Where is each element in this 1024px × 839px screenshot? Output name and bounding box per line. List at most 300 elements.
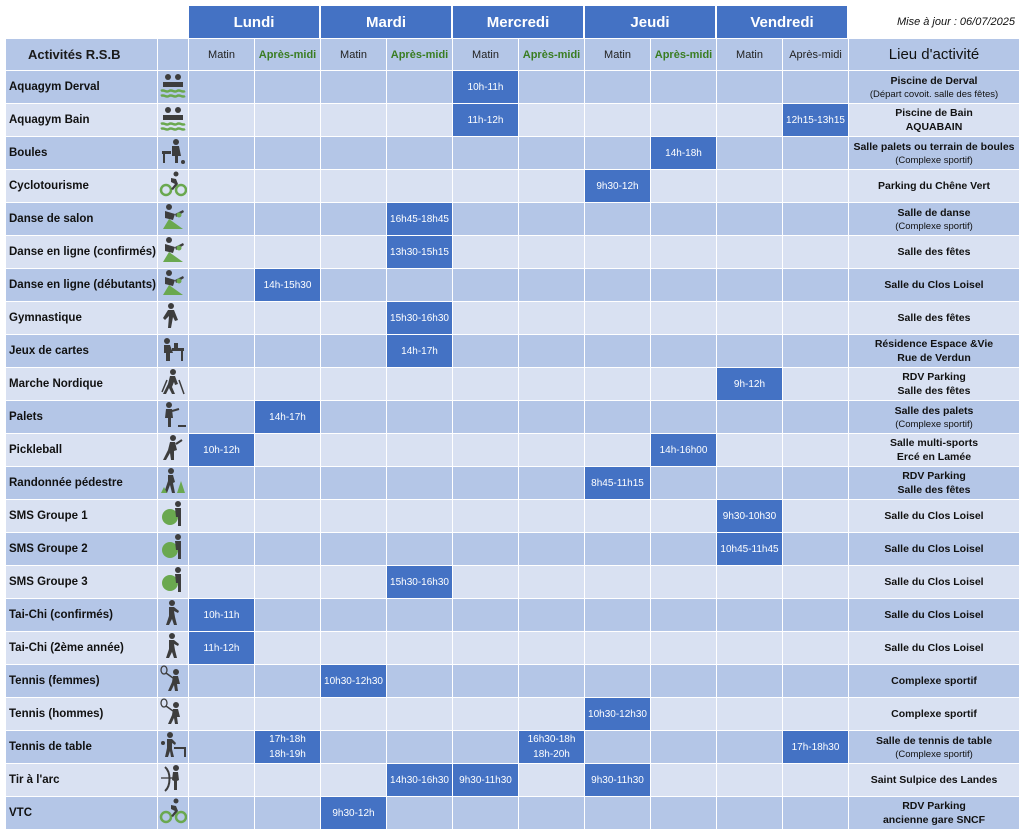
empty-slot [453,665,518,697]
activity-place [849,269,1019,301]
place-line-main: Salle de danse [897,206,971,219]
place-line-sub: AQUABAIN [905,121,963,133]
activity-icon-cell [158,764,188,796]
empty-slot [519,302,584,334]
activity-icon-cell [158,104,188,136]
empty-slot [717,302,782,334]
empty-slot [189,104,254,136]
empty-slot [783,203,848,235]
dance-icon [159,236,187,269]
morning-header: Matin [717,39,782,70]
place-line-main: RDV Parking [902,800,966,812]
time-slot: 14h-17h [255,401,320,433]
nordic-walking-icon [159,368,187,401]
empty-slot [387,170,452,202]
empty-slot [255,533,320,565]
activity-name: SMS Groupe 3 [6,566,157,598]
empty-slot [453,401,518,433]
empty-slot [651,269,716,301]
activity-name: Tennis (hommes) [6,698,157,730]
activity-place [849,764,1019,796]
empty-slot [255,335,320,367]
empty-slot [321,368,386,400]
empty-slot [783,401,848,433]
dance-icon [159,269,187,302]
empty-slot [783,137,848,169]
empty-slot [321,302,386,334]
empty-slot [651,698,716,730]
activity-place [849,368,1019,400]
empty-slot [321,467,386,499]
place-line-main: Salle palets ou terrain de boules [853,140,1015,153]
empty-slot [189,170,254,202]
empty-slot [321,269,386,301]
empty-slot [519,170,584,202]
place-header: Lieu d'activité [849,39,1019,70]
gymnastics-icon [159,302,187,335]
morning-header: Matin [189,39,254,70]
empty-slot [519,104,584,136]
activity-name: Tennis de table [6,731,157,763]
empty-slot [189,368,254,400]
empty-slot [387,467,452,499]
empty-slot [387,632,452,664]
activity-name: Danse de salon [6,203,157,235]
time-slot: 15h30-16h30 [387,302,452,334]
day-lundi-header: Lundi [189,6,319,38]
time-slot: 15h30-16h30 [387,566,452,598]
afternoon-header: Après-midi [651,39,716,70]
time-slot: 10h30-12h30 [321,665,386,697]
empty-slot [585,434,650,466]
empty-slot [189,764,254,796]
empty-slot [321,434,386,466]
activity-name: Pickleball [6,434,157,466]
empty-slot [585,500,650,532]
empty-slot [717,797,782,829]
activity-name: Randonnée pédestre [6,467,157,499]
empty-slot [585,236,650,268]
empty-slot [321,104,386,136]
empty-slot [453,203,518,235]
empty-slot [453,434,518,466]
activity-name: Jeux de cartes [6,335,157,367]
day-jeudi-header: Jeudi [585,6,715,38]
empty-slot [453,137,518,169]
place-line-main: Salle multi-sports [889,437,979,449]
empty-slot [453,335,518,367]
empty-slot [717,71,782,103]
empty-slot [783,335,848,367]
empty-slot [783,533,848,565]
empty-slot [717,335,782,367]
empty-slot [651,467,716,499]
empty-slot [387,698,452,730]
empty-slot [717,566,782,598]
time-slot: 14h-18h [651,137,716,169]
activity-name: Tir à l'arc [6,764,157,796]
activity-icon-cell [158,203,188,235]
empty-slot [585,335,650,367]
empty-slot [519,698,584,730]
empty-slot [189,698,254,730]
empty-slot [585,566,650,598]
fitness-ball-icon [159,533,187,566]
place-line-main: Salle des fêtes [897,246,971,258]
empty-slot [783,797,848,829]
empty-slot [321,236,386,268]
empty-slot [519,467,584,499]
empty-slot [717,731,782,763]
activities-header: Activités R.S.B [6,39,157,70]
pickleball-icon [159,434,187,467]
empty-slot [585,731,650,763]
icon-column-header [158,39,188,70]
time-slot: 9h30-12h [585,170,650,202]
empty-slot [387,71,452,103]
fitness-ball-icon [159,500,187,533]
activity-icon-cell [158,698,188,730]
empty-slot [255,698,320,730]
place-line-main: Salle du Clos Loisel [884,510,984,522]
place-line-main: RDV Parking [902,371,966,383]
empty-slot [453,467,518,499]
empty-slot [783,632,848,664]
empty-slot [651,533,716,565]
time-slot [519,731,584,763]
empty-slot [585,71,650,103]
empty-slot [651,335,716,367]
empty-slot [651,170,716,202]
empty-slot [189,500,254,532]
time-slot: 11h-12h [453,104,518,136]
empty-slot [321,764,386,796]
empty-slot [519,434,584,466]
empty-slot [519,764,584,796]
empty-slot [255,566,320,598]
activity-name: Aquagym Bain [6,104,157,136]
last-updated: Mise à jour : 06/07/2025 [896,16,1015,28]
day-vendredi-header: Vendredi [717,6,847,38]
activity-place [849,401,1019,433]
place-line-main: RDV Parking [902,470,966,482]
activity-icon-cell [158,170,188,202]
place-line-main: Salle du Clos Loisel [884,279,984,291]
empty-slot [453,698,518,730]
empty-slot [255,71,320,103]
activity-icon-cell [158,368,188,400]
activity-icon-cell [158,500,188,532]
empty-slot [255,368,320,400]
empty-slot [651,599,716,631]
activity-icon-cell [158,269,188,301]
empty-slot [651,236,716,268]
empty-slot [717,599,782,631]
activity-place [849,137,1019,169]
empty-slot [321,137,386,169]
empty-slot [585,104,650,136]
empty-slot [255,203,320,235]
empty-slot [651,500,716,532]
aquagym-icon [159,71,187,104]
time-slot: 14h-17h [387,335,452,367]
fitness-ball-icon [159,566,187,599]
time-slot: 13h30-15h15 [387,236,452,268]
empty-slot [453,566,518,598]
empty-slot [519,500,584,532]
empty-slot [255,170,320,202]
empty-slot [255,434,320,466]
empty-slot [453,269,518,301]
morning-header: Matin [321,39,386,70]
empty-slot [519,797,584,829]
archery-icon [159,764,187,797]
empty-slot [453,632,518,664]
empty-slot [453,236,518,268]
empty-slot [453,500,518,532]
place-line-main: Saint Sulpice des Landes [870,774,998,786]
empty-slot [585,368,650,400]
empty-slot [585,302,650,334]
empty-slot [189,302,254,334]
empty-slot [255,467,320,499]
hiking-icon [159,467,187,500]
empty-slot [387,731,452,763]
empty-slot [321,401,386,433]
empty-slot [717,401,782,433]
empty-slot [255,797,320,829]
time-slot: 10h-11h [453,71,518,103]
place-line-sub: Salle des fêtes [897,484,971,496]
place-line-main: Salle des palets [894,404,974,417]
morning-header: Matin [453,39,518,70]
empty-slot [783,71,848,103]
table-tennis-icon [159,731,187,764]
activity-name: Aquagym Derval [6,71,157,103]
activity-icon-cell [158,797,188,829]
time-slot: 9h30-11h30 [585,764,650,796]
place-line-sub: (Départ covoit. salle des fêtes) [869,88,999,100]
empty-slot [387,434,452,466]
place-line-main: Salle du Clos Loisel [884,609,984,621]
empty-slot [717,434,782,466]
empty-slot [585,632,650,664]
place-line-sub: (Complexe sportif) [895,220,973,232]
activity-icon-cell [158,236,188,268]
empty-slot [519,566,584,598]
place-line-main: Complexe sportif [891,708,977,720]
empty-slot [321,71,386,103]
place-line-main: Salle de tennis de table [875,734,993,747]
empty-slot [453,731,518,763]
empty-slot [387,104,452,136]
activity-icon-cell [158,599,188,631]
empty-slot [453,533,518,565]
time-slot: 14h30-16h30 [387,764,452,796]
empty-slot [717,170,782,202]
place-line-main: Piscine de Bain [895,107,973,119]
empty-slot [651,764,716,796]
empty-slot [321,698,386,730]
boules-icon [159,137,187,170]
empty-slot [783,467,848,499]
empty-slot [519,599,584,631]
place-line-sub: (Complexe sportif) [895,154,973,166]
empty-slot [651,203,716,235]
place-line-main: Complexe sportif [891,675,977,687]
day-mercredi-header: Mercredi [453,6,583,38]
empty-slot [189,236,254,268]
empty-slot [255,236,320,268]
activity-place [849,302,1019,334]
dance-icon [159,203,187,236]
empty-slot [783,236,848,268]
activity-place [849,203,1019,235]
empty-slot [783,434,848,466]
empty-slot [255,764,320,796]
activity-place [849,236,1019,268]
cycling-icon [159,797,187,830]
time-slot: 10h45-11h45 [717,533,782,565]
empty-slot [189,731,254,763]
empty-slot [717,236,782,268]
empty-slot [783,698,848,730]
activity-icon-cell [158,731,188,763]
empty-slot [321,335,386,367]
empty-slot [255,665,320,697]
place-line-sub: Ercé en Lamée [896,451,972,463]
empty-slot [189,467,254,499]
empty-slot [717,665,782,697]
activity-icon-cell [158,632,188,664]
empty-slot [783,500,848,532]
empty-slot [189,71,254,103]
place-line-main: Piscine de Derval [890,74,978,87]
activity-name: SMS Groupe 2 [6,533,157,565]
empty-slot [189,137,254,169]
empty-slot [519,203,584,235]
empty-slot [255,104,320,136]
empty-slot [519,533,584,565]
activity-name: Danse en ligne (débutants) [6,269,157,301]
empty-slot [651,731,716,763]
empty-slot [717,467,782,499]
activity-place [849,434,1019,466]
afternoon-header: Après-midi [255,39,320,70]
empty-slot [783,566,848,598]
empty-slot [717,137,782,169]
empty-slot [189,665,254,697]
aquagym-icon [159,104,187,137]
empty-slot [387,797,452,829]
activity-place [849,71,1019,103]
afternoon-header: Après-midi [783,39,848,70]
empty-slot [651,797,716,829]
place-line-main: Salle du Clos Loisel [884,543,984,555]
empty-slot [189,401,254,433]
empty-slot [387,137,452,169]
time-slot: 9h-12h [717,368,782,400]
activity-icon-cell [158,71,188,103]
empty-slot [585,137,650,169]
empty-slot [189,797,254,829]
empty-slot [189,203,254,235]
empty-slot [717,269,782,301]
time-slot: 14h-15h30 [255,269,320,301]
empty-slot [387,500,452,532]
empty-slot [651,302,716,334]
empty-slot [651,566,716,598]
empty-slot [585,665,650,697]
activity-name: Gymnastique [6,302,157,334]
empty-slot [783,368,848,400]
time-slot-line: 18h-20h [533,749,570,760]
activity-icon-cell [158,566,188,598]
activity-icon-cell [158,335,188,367]
tennis-icon [159,665,187,698]
time-slot: 11h-12h [189,632,254,664]
empty-slot [717,698,782,730]
time-slot: 9h30-10h30 [717,500,782,532]
afternoon-header: Après-midi [519,39,584,70]
palets-icon [159,401,187,434]
place-line-sub: (Complexe sportif) [895,418,973,430]
empty-slot [255,599,320,631]
empty-slot [519,632,584,664]
empty-slot [651,71,716,103]
empty-slot [519,665,584,697]
activity-name: Tennis (femmes) [6,665,157,697]
activity-icon-cell [158,302,188,334]
empty-slot [189,533,254,565]
cycling-icon [159,170,187,203]
activity-place [849,500,1019,532]
day-mardi-header: Mardi [321,6,451,38]
activity-place [849,566,1019,598]
empty-slot [321,203,386,235]
empty-slot [387,269,452,301]
empty-slot [519,137,584,169]
empty-slot [717,632,782,664]
empty-slot [321,533,386,565]
empty-slot [717,764,782,796]
activity-place [849,170,1019,202]
empty-slot [651,632,716,664]
activity-icon-cell [158,434,188,466]
morning-header: Matin [585,39,650,70]
time-slot [255,731,320,763]
activity-name: Danse en ligne (confirmés) [6,236,157,268]
empty-slot [321,731,386,763]
cards-icon [159,335,187,368]
place-line-sub: ancienne gare SNCF [882,814,986,826]
activity-name: Cyclotourisme [6,170,157,202]
time-slot: 8h45-11h15 [585,467,650,499]
empty-slot [453,368,518,400]
place-line-main: Résidence Espace &Vie [874,338,994,350]
activity-place [849,533,1019,565]
tai-chi-icon [159,599,187,632]
empty-slot [519,236,584,268]
activity-name: Tai-Chi (confirmés) [6,599,157,631]
activity-icon-cell [158,665,188,697]
empty-slot [651,368,716,400]
activity-name: Marche Nordique [6,368,157,400]
empty-slot [585,401,650,433]
empty-slot [651,401,716,433]
time-slot: 10h-12h [189,434,254,466]
empty-slot [453,599,518,631]
